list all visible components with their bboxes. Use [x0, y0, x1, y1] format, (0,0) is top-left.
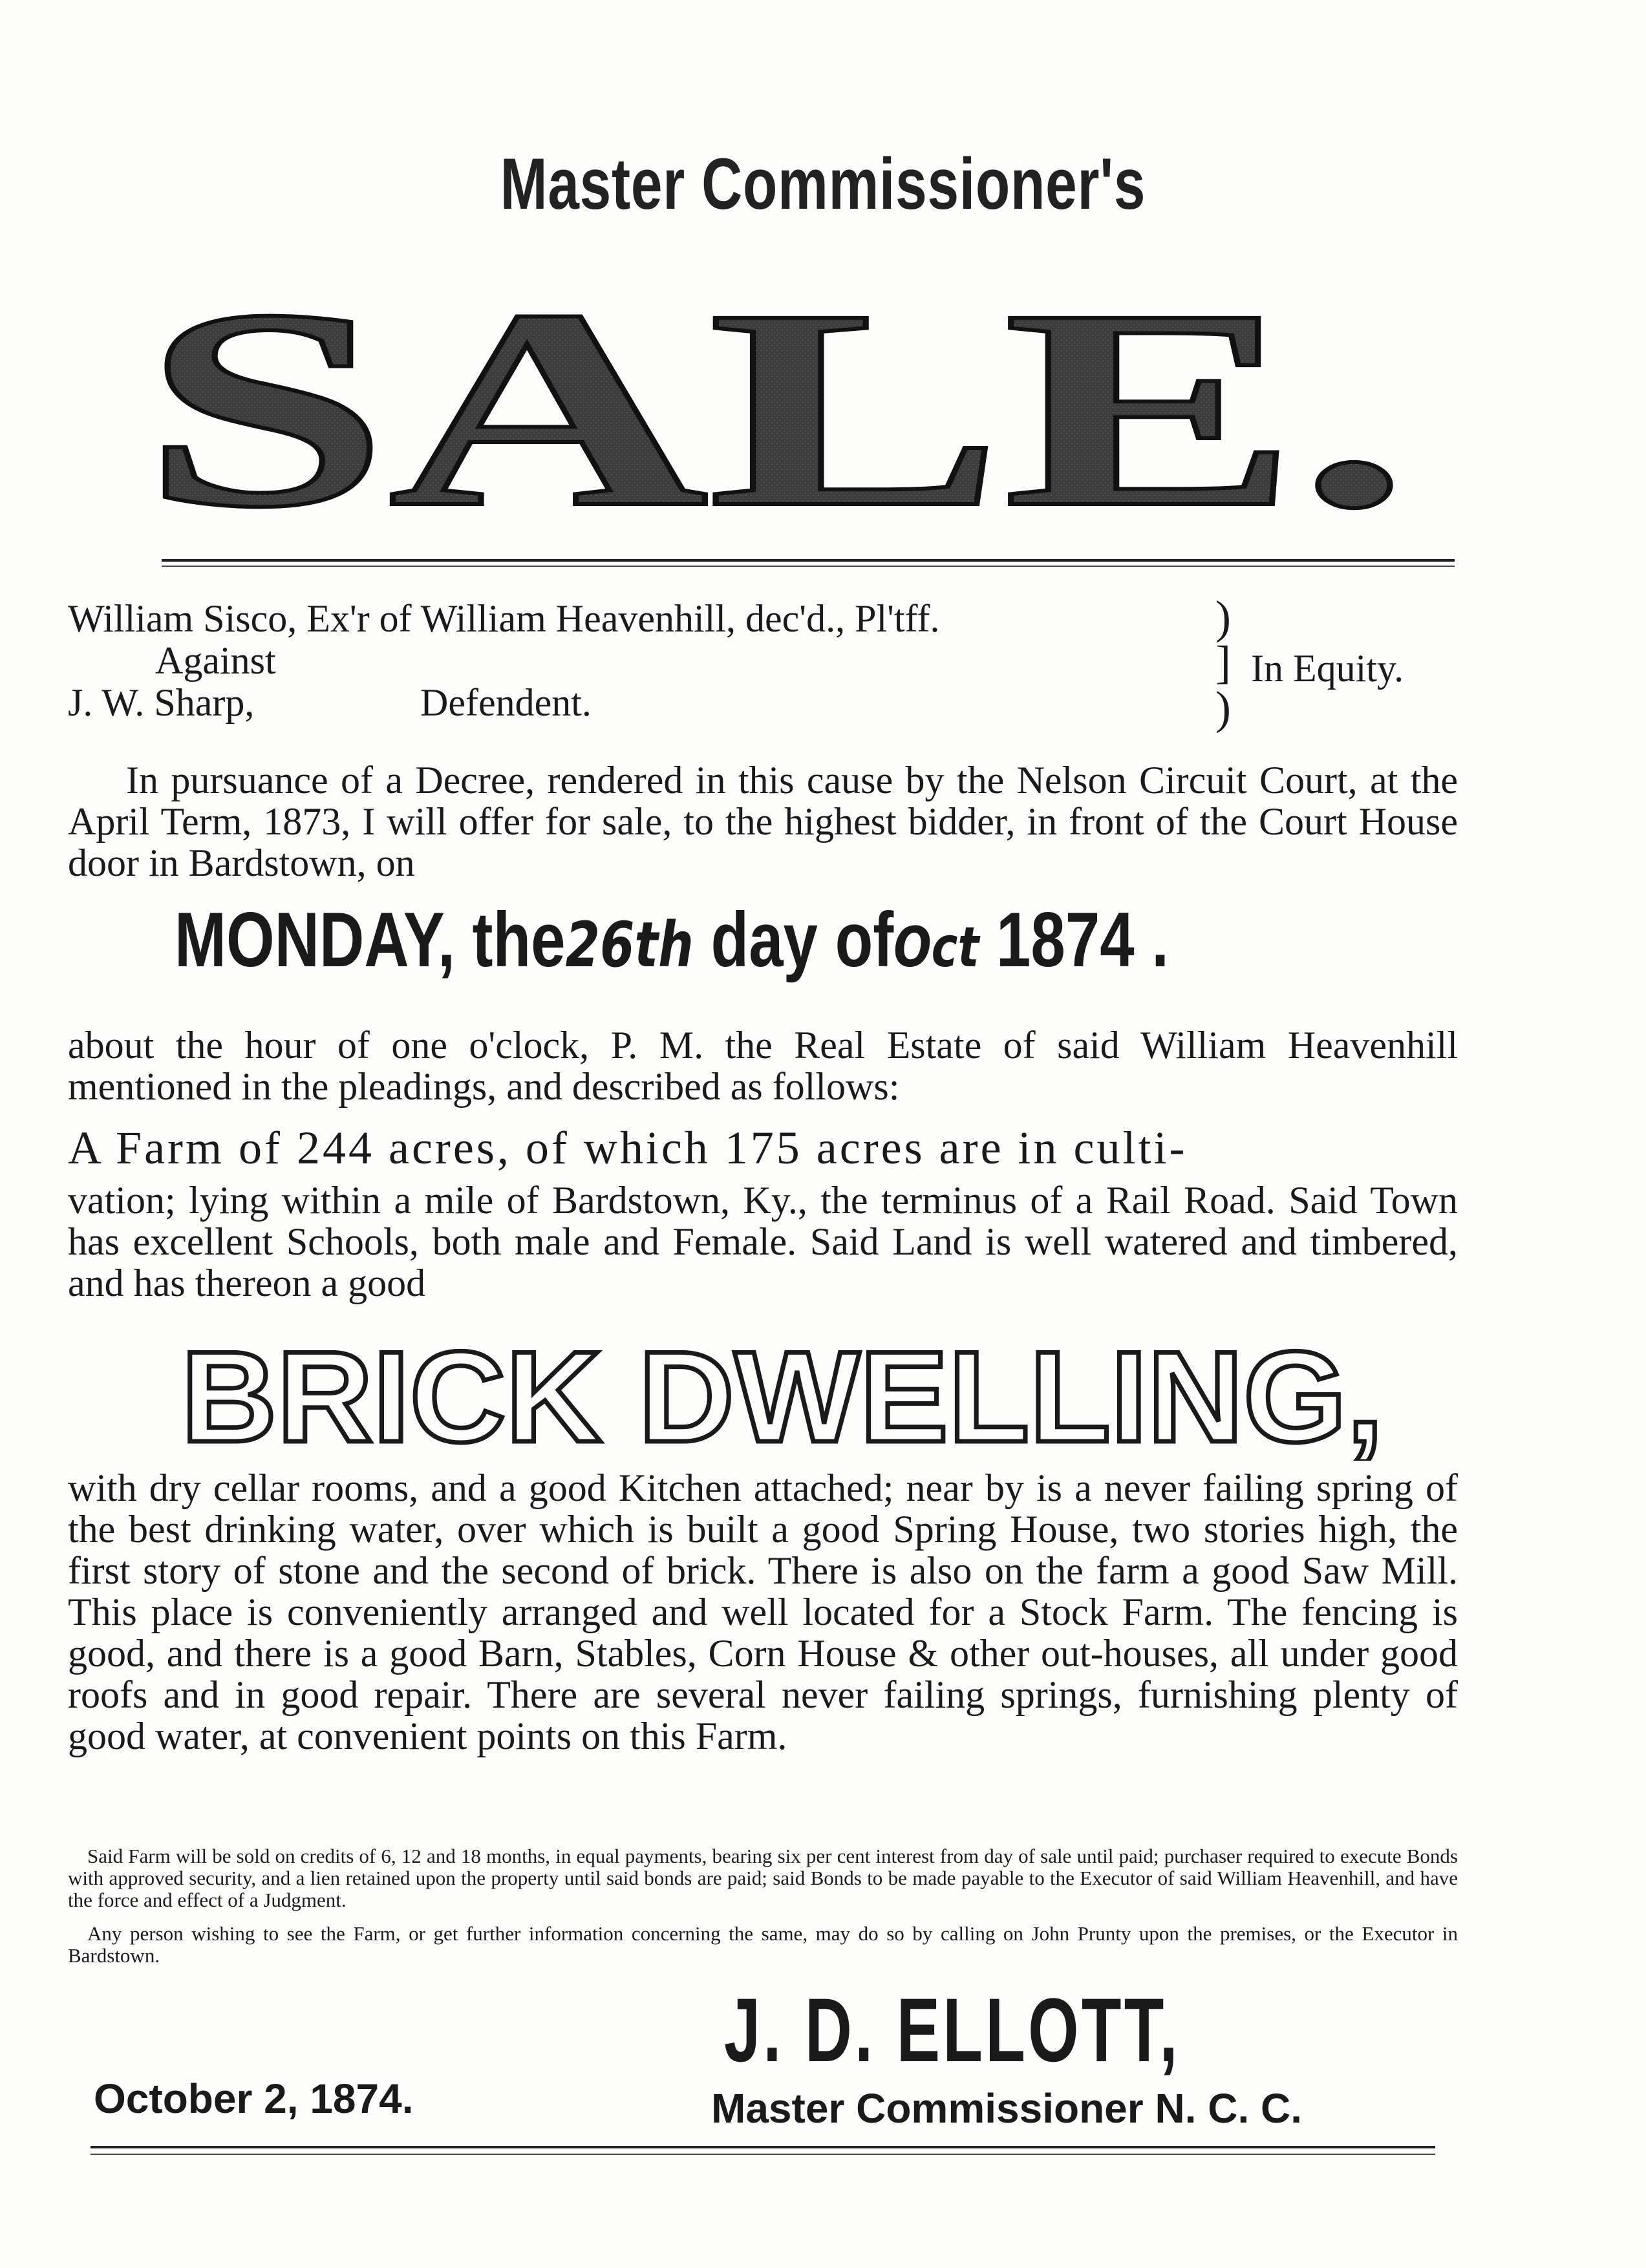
brick-dwelling-title	[175, 1331, 1390, 1461]
sale-title	[129, 271, 1422, 543]
sale-day	[175, 895, 1169, 984]
farm-line: A Farm of 244 acres, of which 175 acres are in culti-	[68, 1122, 1188, 1174]
plaintiff: William Sisco, Ex'r of William Heavenhill, dec'd., Pl'tff.	[68, 597, 940, 640]
top-rule-thin	[162, 566, 1455, 567]
sale-day-line	[175, 895, 1417, 992]
description-paragraph-1: about the hour of one o'clock, P. M. the Real Estate of said William Heavenhill mentioned in the pleadings, and described as follows:	[68, 1024, 1458, 1108]
sale-day-printed: MONDAY,	[175, 896, 455, 983]
brick-dwelling: BRICK DWELLING,	[181, 1331, 1384, 1461]
sale-day-dayof: day of	[711, 896, 894, 983]
defendant-label: Defendent.	[420, 681, 592, 724]
top-rule	[162, 559, 1455, 562]
signature-title: Master Commissioner N. C. C.	[711, 2085, 1302, 2132]
sale-day-handwritten-month: Oct	[893, 915, 979, 980]
heading: Master Commissioner's	[500, 143, 1146, 224]
bottom-rule-thin	[91, 2154, 1435, 2155]
terms-paragraph: Said Farm will be sold on credits of 6, 12 and 18 months, in equal payments, bearing six per cent interest from day of sale until paid; purchaser required to execute Bonds with approved security, and a lien retained upon the property until said bonds are paid; said Bonds to be made payable to the Executor of said William Heavenhill, and have the force and effect of a Judgment.	[68, 1845, 1458, 1911]
in-equity: In Equity.	[1251, 647, 1404, 690]
sale-day-handwritten-date: 26th	[565, 909, 694, 981]
signature-name: J. D. ELLOTT,	[724, 1979, 1181, 2081]
defendant-name: J. W. Sharp,	[68, 681, 255, 724]
notice-date: October 2, 1874.	[94, 2075, 414, 2122]
sale-day-end: .	[1151, 896, 1169, 983]
sale-word: SALE.	[142, 271, 1409, 543]
bottom-rule	[91, 2146, 1435, 2148]
sale-day-year: 1874	[996, 896, 1135, 983]
bracket: ) ] )	[1215, 591, 1231, 734]
inquiry-paragraph: Any person wishing to see the Farm, or get further information concerning the same, may do so by calling on John Prunty upon the premises, or the Executor in Bardstown.	[68, 1922, 1458, 1967]
description-paragraph-2: vation; lying within a mile of Bardstown, Ky., the terminus of a Rail Road. Said Town has excellent Schools, both male and Female. Said Land is well watered and timbered, and has thereon a good	[68, 1179, 1458, 1304]
sale-day-the: the	[472, 896, 566, 983]
against-label: Against	[155, 639, 276, 682]
intro-paragraph: In pursuance of a Decree, rendered in this cause by the Nelson Circuit Court, at the April Term, 1873, I will offer for sale, to the highest bidder, in front of the Court House door in Bardstown, on	[68, 759, 1458, 884]
description-paragraph-3: with dry cellar rooms, and a good Kitchen attached; near by is a never failing spring of the best drinking water, over which is built a good Spring House, two stories high, the first story of stone and the second of brick. There is also on the farm a good Saw Mill. This place is conveniently arranged and well located for a Stock Farm. The fencing is good, and there is a good Barn, Stables, Corn House & other out-houses, all under good roofs and in good repair. There are several never failing springs, furnishing plenty of good water, at convenient points on this Farm.	[68, 1467, 1458, 1757]
